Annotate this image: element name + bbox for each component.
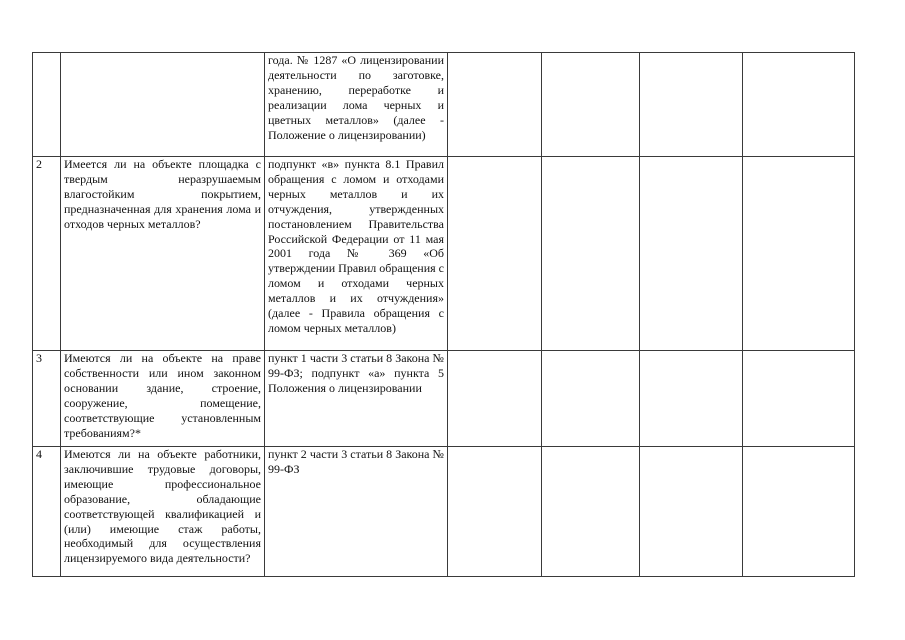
answer-yes-cell [448,157,542,351]
table-row [33,53,855,157]
legal-reference-cell: пункт 1 части 3 статьи 8 Закона № 99-ФЗ; подпункт «а» пункта 5 Положения о лицензировании [265,351,448,447]
comment-cell [743,157,855,351]
legal-reference-cell: подпункт «в» пункта 8.1 Правил обращения с ломом и отходами черных металлов и их отчуждения, утвержденных постановлением Правительства Российской Федерации от 11 мая 2001 года № 369 «Об утверждении Правил обращения с ломом и отходами черных металлов и их отчуждения» (далее - Правила обращения с ломом черных металлов) [265,157,448,351]
row-number: 2 [33,157,61,351]
answer-yes-cell [448,447,542,577]
question-cell: Имеются ли на объекте работники, заключившие трудовые договоры, имеющие профессиональное образование, обладающие соответствующей квалификацией и (или) имеющие стаж работы, необходимый для осуществления лицензируемого вида деятельности? [61,447,265,577]
row-number: 3 [33,351,61,447]
comment-cell [743,351,855,447]
answer-yes-cell [448,53,542,157]
answer-no-cell [542,53,640,157]
question-cell [61,53,265,157]
row-number: 4 [33,447,61,577]
question-cell: Имеется ли на объекте площадка с твердым неразрушаемым влагостойким покрытием, предназначенная для хранения лома и отходов черных металлов? [61,157,265,351]
question-cell: Имеются ли на объекте на праве собственности или ином законном основании здание, строение, сооружение, помещение, соответствующие установленным требованиям?* [61,351,265,447]
answer-na-cell [640,447,743,577]
table-row [33,447,855,577]
comment-cell [743,53,855,157]
answer-no-cell [542,351,640,447]
row-number [33,53,61,157]
table-row [33,157,855,351]
comment-cell [743,447,855,577]
table-row [33,351,855,447]
legal-reference-cell: пункт 2 части 3 статьи 8 Закона № 99-ФЗ [265,447,448,577]
answer-no-cell [542,157,640,351]
answer-na-cell [640,351,743,447]
answer-no-cell [542,447,640,577]
answer-yes-cell [448,351,542,447]
checklist-table [32,52,855,577]
answer-na-cell [640,157,743,351]
answer-na-cell [640,53,743,157]
legal-reference-cell: года. № 1287 «О лицензировании деятельности по заготовке, хранению, переработке и реализации лома черных и цветных металлов» (далее - Положение о лицензировании) [265,53,448,157]
